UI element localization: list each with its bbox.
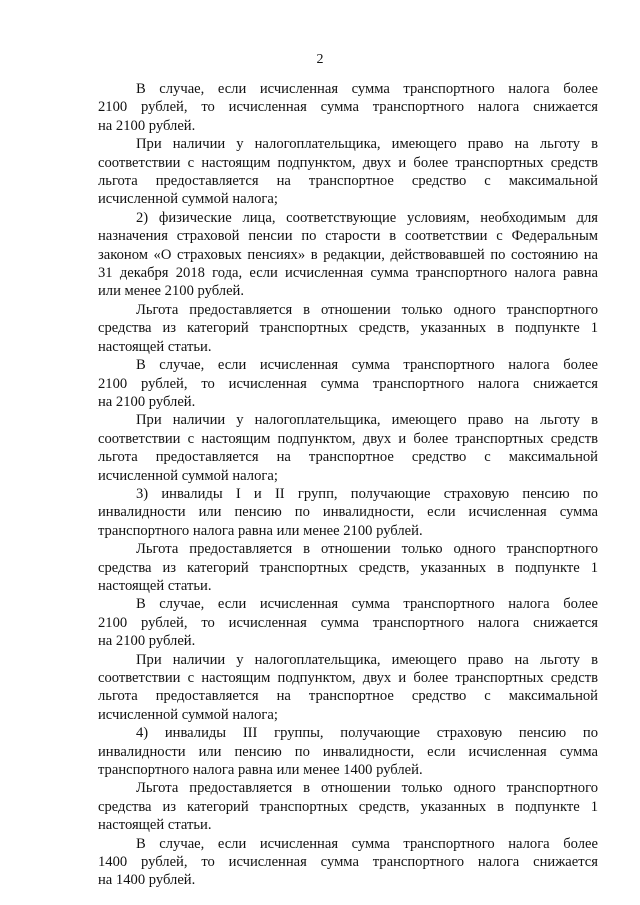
text-line: назначения страховой пенсии по старости в соответствии с Федеральным [98,228,598,245]
text-line: В случае, если исчисленная сумма транспортного налога более [136,596,598,613]
text-line: инвалидности или пенсию по инвалидности, если исчисленная сумма [98,504,598,521]
paragraph [98,80,598,135]
text-line: исчисленной суммой налога; [98,191,278,208]
text-line: соответствии с настоящим подпунктом, двух и более транспортных средств [98,670,598,686]
text-line: средства из категорий транспортных средств, указанных в подпункте 1 [98,559,598,576]
page-number: 2 [316,52,324,67]
text-line: настоящей статьи. [98,817,212,834]
paragraph [98,301,598,356]
paragraph [98,724,598,779]
text-line: транспортного налога равна или менее 1400 рублей. [98,762,423,779]
text-line: При наличии у налогоплательщика, имеющего право на льготу в [136,412,598,429]
text-line: 31 декабря 2018 года, если исчисленная сумма транспортного налога равна [98,265,598,282]
text-line: 1400 рублей, то исчисленная сумма транспортного налога снижается [98,854,598,871]
paragraph [98,135,598,209]
text-line: средства из категорий транспортных средств, указанных в подпункте 1 [98,320,598,337]
paragraph [98,411,598,485]
document-body [98,80,598,890]
text-line: При наличии у налогоплательщика, имеющего право на льготу в [136,651,598,668]
paragraph [98,779,598,834]
text-line: законом «О страховых пенсиях» в редакции, действовавшей по состоянию на [98,246,598,263]
text-line: 4) инвалиды III группы, получающие страховую пенсию по [136,725,598,742]
text-line: Льгота предоставляется в отношении только одного транспортного [136,780,598,797]
paragraph [98,595,598,650]
text-line: инвалидности или пенсию по инвалидности, если исчисленная сумма [98,743,598,760]
text-line: исчисленной суммой налога; [98,706,278,723]
paragraph [98,651,598,725]
text-line: Льгота предоставляется в отношении только одного транспортного [136,301,598,318]
text-line: на 2100 рублей. [98,117,196,134]
paragraph [98,209,598,301]
text-line: на 2100 рублей. [98,633,196,650]
text-line: В случае, если исчисленная сумма транспортного налога более [136,835,598,852]
paragraph [98,835,598,890]
text-line: При наличии у налогоплательщика, имеющего право на льготу в [136,136,598,153]
paragraph [98,356,598,411]
text-line: льгота предоставляется на транспортное средство с максимальной [98,173,598,190]
text-line: льгота предоставляется на транспортное средство с максимальной [98,449,598,466]
text-line: В случае, если исчисленная сумма транспортного налога более [136,81,598,97]
text-line: 2100 рублей, то исчисленная сумма транспортного налога снижается [98,614,598,631]
text-line: 2) физические лица, соответствующие условиям, необходимым для [136,209,598,226]
text-line: 3) инвалиды I и II групп, получающие страховую пенсию по [136,485,598,502]
text-line: 2100 рублей, то исчисленная сумма транспортного налога снижается [98,99,598,116]
text-line: или менее 2100 рублей. [98,283,245,300]
paragraph [98,540,598,595]
paragraph [98,485,598,540]
text-line: Льгота предоставляется в отношении только одного транспортного [136,541,598,558]
text-line: исчисленной суммой налога; [98,467,278,484]
text-line: настоящей статьи. [98,577,212,594]
text-line: соответствии с настоящим подпунктом, двух и более транспортных средств [98,430,598,447]
text-line: средства из категорий транспортных средств, указанных в подпункте 1 [98,798,598,815]
text-line: льгота предоставляется на транспортное средство с максимальной [98,688,598,705]
text-line: транспортного налога равна или менее 2100 рублей. [98,522,423,539]
text-line: настоящей статьи. [98,338,212,355]
text-line: соответствии с настоящим подпунктом, двух и более транспортных средств [98,154,598,171]
text-line: В случае, если исчисленная сумма транспортного налога более [136,357,598,374]
text-line: на 2100 рублей. [98,393,196,410]
text-line: 2100 рублей, то исчисленная сумма транспортного налога снижается [98,375,598,392]
text-line: на 1400 рублей. [98,872,196,889]
